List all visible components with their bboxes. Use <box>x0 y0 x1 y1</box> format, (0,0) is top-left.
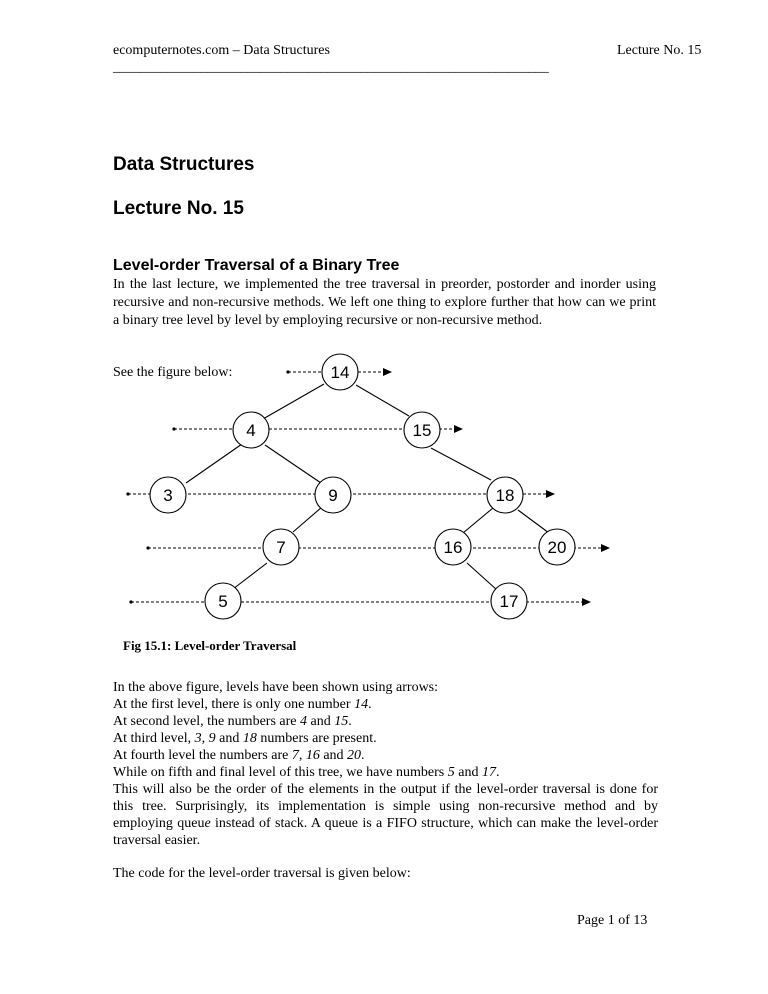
edge-7-5 <box>233 563 267 589</box>
node-14-label: 14 <box>330 363 350 382</box>
explanation-line-2: At the first level, there is only one number 14. <box>113 697 372 712</box>
explanation-line-5: At fourth level the numbers are 7, 16 and 20. <box>113 748 365 763</box>
edge-15-18 <box>431 448 491 480</box>
node-16-label: 16 <box>443 538 463 557</box>
edge-9-7 <box>293 507 322 532</box>
node-20-label: 20 <box>547 538 567 557</box>
node-17-label: 17 <box>499 592 519 611</box>
edge-4-3 <box>186 444 242 483</box>
lecture-title: Lecture No. 15 <box>113 198 244 219</box>
node-9-label: 9 <box>328 486 338 505</box>
explanation-line-4: At third level, 3, 9 and 18 numbers are present. <box>113 731 377 746</box>
section-title: Level-order Traversal of a Binary Tree <box>113 257 400 274</box>
edge-18-20 <box>518 510 549 533</box>
page-title: Data Structures <box>113 154 255 175</box>
code-intro-text: The code for the level-order traversal is given below: <box>113 866 411 881</box>
explanation-block <box>113 679 658 849</box>
header-rule: _________________________________________________________________ <box>113 60 549 75</box>
header-left: ecomputernotes.com – Data Structures <box>113 43 330 58</box>
node-3-label: 3 <box>163 486 173 505</box>
explanation-line-3: At second level, the numbers are 4 and 15. <box>113 714 352 729</box>
intro-paragraph: In the last lecture, we implemented the tree traversal in preorder, postorder and inorder using recursive and non-recursive methods. We left one thing to explore further that how can we print a binary tree level by level by employing recursive or non-recursive method. <box>113 277 656 328</box>
edge-14-4 <box>263 384 324 419</box>
see-figure-text: See the figure below: <box>113 365 233 380</box>
node-4-label: 4 <box>246 421 256 440</box>
node-5-label: 5 <box>218 592 228 611</box>
explanation-line-6: While on fifth and final level of this tree, we have numbers 5 and 17. <box>113 765 500 780</box>
edge-14-15 <box>356 385 409 416</box>
edge-16-17 <box>467 563 497 590</box>
explanation-line-1: In the above figure, levels have been shown using arrows: <box>113 680 439 695</box>
edge-4-9 <box>265 445 321 483</box>
node-7-label: 7 <box>276 538 286 557</box>
edge-18-16 <box>463 508 493 533</box>
node-18-label: 18 <box>495 486 515 505</box>
page-footer: Page 1 of 13 <box>577 913 648 928</box>
node-15-label: 15 <box>412 421 432 440</box>
figure-caption: Fig 15.1: Level-order Traversal <box>123 638 297 653</box>
header-right: Lecture No. 15 <box>617 43 702 58</box>
explanation-paragraph: This will also be the order of the elements in the output if the level-order traversal is done for this tree. Surprisingly, its implementation is simple using non-recursive method and by employing queue instead of stack. A queue is a FIFO structure, which can make the level-order traversal easier. <box>113 782 658 848</box>
